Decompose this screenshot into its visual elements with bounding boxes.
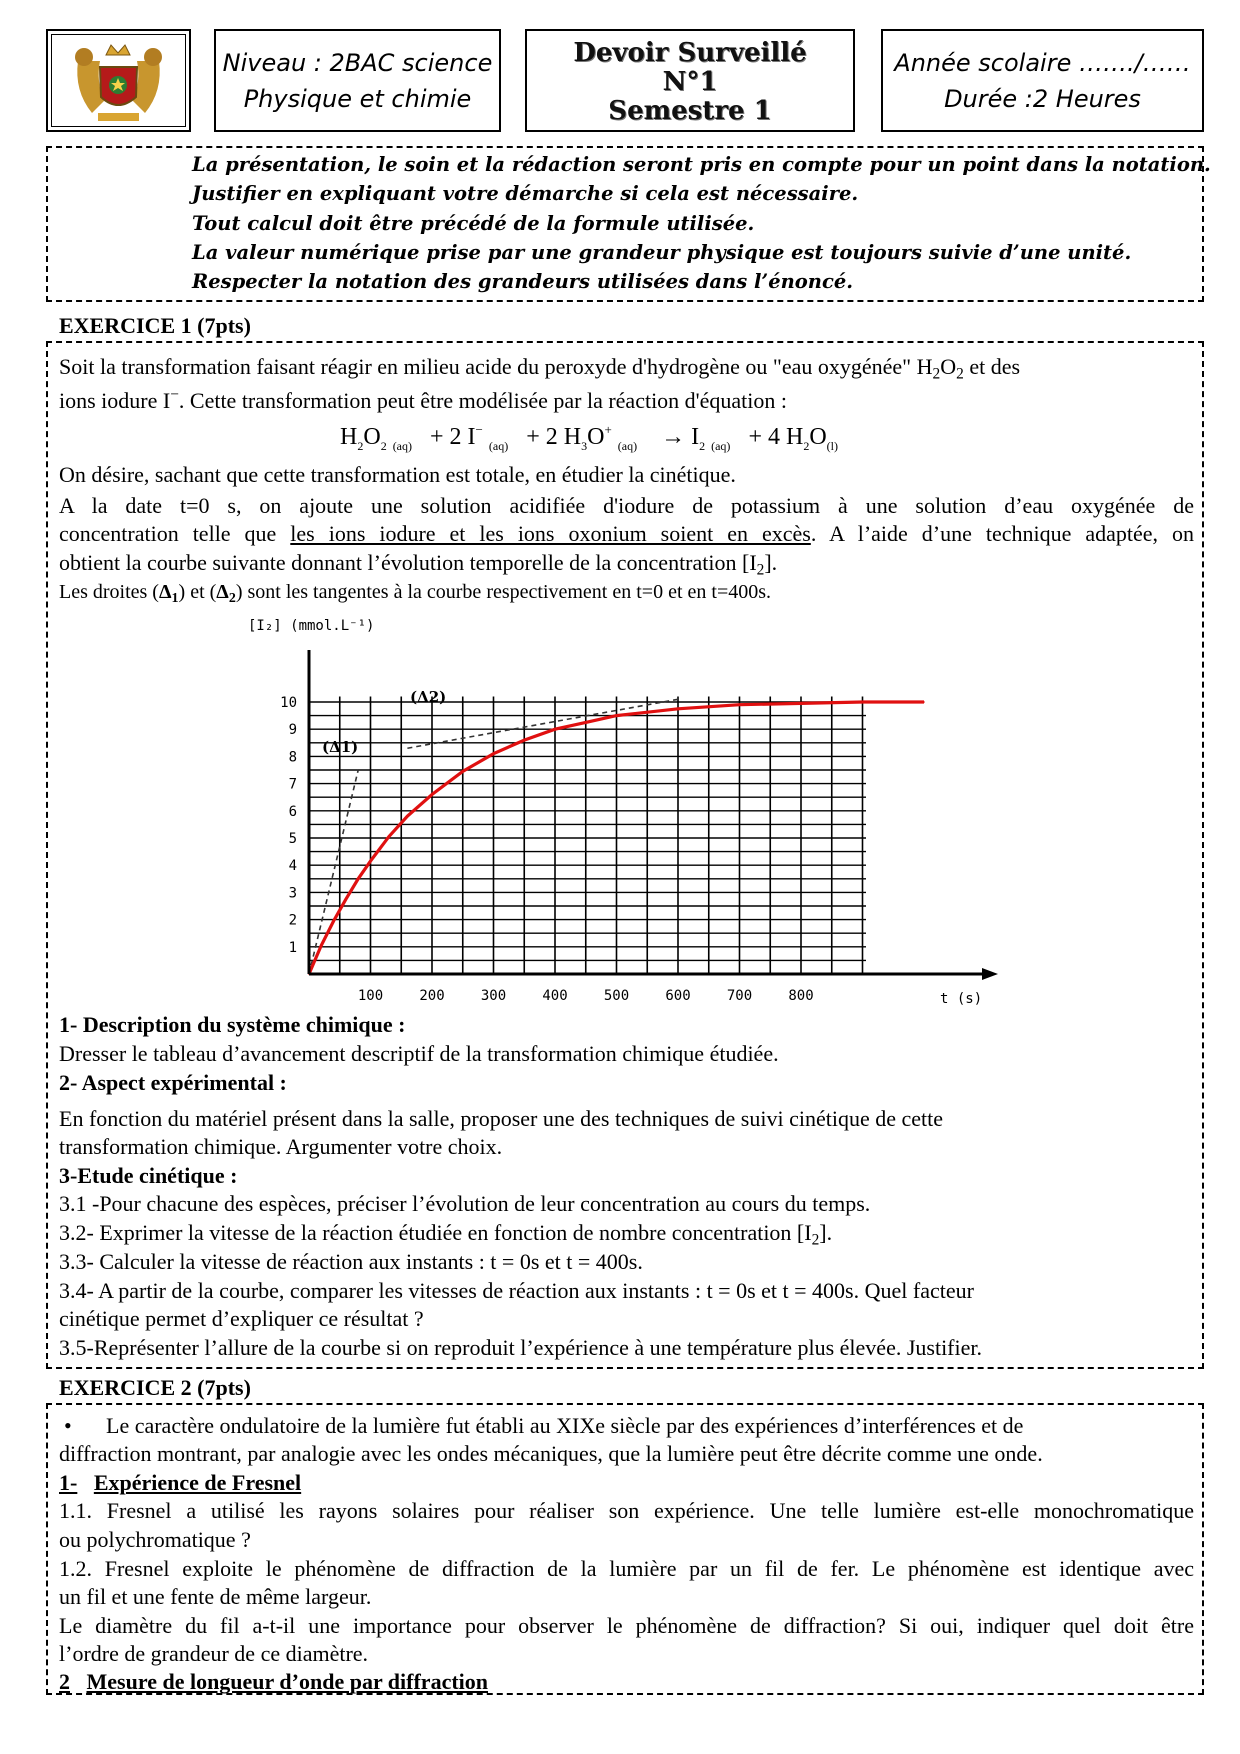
x-axis-label: t (s) xyxy=(940,991,983,1005)
x-tick-label: 500 xyxy=(603,988,630,1004)
q2-title: 2- Aspect expérimental : xyxy=(59,1070,287,1095)
x-tick-label: 200 xyxy=(419,988,445,1004)
data-point xyxy=(493,753,495,755)
ex2-q12-line-2: un fil et une fente de même largeur. xyxy=(59,1584,372,1609)
y-tick-label: 10 xyxy=(280,695,297,711)
y-tick-labels xyxy=(280,695,297,956)
q3-title: 3-Etude cinétique : xyxy=(59,1163,238,1188)
reaction-equation: $H_2O_2$ $_{(aq)}$ + 2 I− $_{(aq)}$ + 2 $H_3O^+$ $_{(aq)}$ → $I_2$ $_{(aq)}$ + 4 $H_2O_{(l)}$ xyxy=(340,422,838,453)
exercise-2-heading: EXERCICE 2 (7pts) xyxy=(59,1375,251,1400)
y-tick-label: 4 xyxy=(288,858,297,875)
ex1-date-line-2: concentration telle que les ions iodure et les ions oxonium soient en excès. A l’aide d’une technique adaptée, on xyxy=(59,521,1195,546)
ex2-intro-line-2: diffraction montrant, par analogie avec les ondes mécaniques, que la lumière peut être décrite comme une onde. xyxy=(59,1441,1043,1466)
title-line-1: Devoir Surveillé xyxy=(573,38,807,68)
title-line-3: Semestre 1 xyxy=(608,96,772,126)
data-point xyxy=(862,701,864,703)
tangent-line-2 xyxy=(407,699,678,748)
level-text: Niveau : 2BAC science xyxy=(222,49,493,77)
data-point xyxy=(677,708,679,710)
data-point xyxy=(585,722,587,724)
ex2-q12-line-4: l’ordre de grandeur de ce diamètre. xyxy=(59,1641,369,1666)
x-tick-label: 100 xyxy=(357,988,384,1004)
data-point xyxy=(616,715,618,717)
y-tick-label: 5 xyxy=(288,831,297,847)
ex2-intro-line-1: • Le caractère ondulatoire de la lumière fut établi au XIXe siècle par des expériences d’interférences et de xyxy=(59,1412,1194,1441)
data-point xyxy=(333,920,335,922)
tangent-2-label: (Δ2) xyxy=(410,688,447,706)
ex1-desire: On désire, sachant que cette transformation est totale, en étudier la cinétique. xyxy=(59,462,736,487)
ex2-q11-line-2: ou polychromatique ? xyxy=(59,1527,251,1552)
y-tick-label: 7 xyxy=(288,776,297,793)
ex1-date-line-3: obtient la courbe suivante donnant l’évolution temporelle de la concentration $[I_2]$. xyxy=(59,550,778,579)
concentration-time-chart xyxy=(240,610,1020,1005)
title-line-2: N°1 xyxy=(662,67,718,97)
rule-1: La présentation, le soin et la rédaction seront pris en compte pour un point dans la notation. xyxy=(192,153,1211,176)
tangent-1-label: (Δ1) xyxy=(322,738,359,756)
data-point xyxy=(523,739,525,741)
data-point xyxy=(923,701,925,703)
tangent-line-1 xyxy=(309,770,358,974)
x-tick-label: 600 xyxy=(665,988,691,1004)
rule-2: Justifier en expliquant votre démarche si cela est nécessaire. xyxy=(192,182,859,206)
data-point xyxy=(431,794,433,796)
kingdom-emblem-icon xyxy=(48,31,189,130)
y-tick-label: 9 xyxy=(288,722,297,739)
q1-text: Dresser le tableau d’avancement descriptif de la transformation chimique étudiée. xyxy=(59,1041,779,1066)
x-axis-arrow xyxy=(982,968,998,980)
q3-2: 3.2- Exprimer la vitesse de la réaction étudiée en fonction de nombre concentration $[I_2]$. xyxy=(59,1220,833,1249)
q3-3: 3.3- Calculer la vitesse de réaction aux instants : t = 0s et t = 400s. xyxy=(59,1249,643,1274)
data-point xyxy=(800,703,802,705)
y-tick-label: 3 xyxy=(288,885,297,902)
x-tick-labels xyxy=(358,988,814,1004)
data-point xyxy=(370,860,372,862)
rule-4: La valeur numérique prise par une grandeur physique est toujours suivie d’une unité. xyxy=(192,240,1132,264)
chart-grid-horizontal xyxy=(309,702,866,974)
x-tick-label: 300 xyxy=(480,988,507,1004)
instructions-list xyxy=(192,150,1211,296)
ex1-intro-line-1: Soit la transformation faisant réagir en milieu acide du peroxyde d'hydrogène ou "eau oxygénée" $H_2O_2$ et des xyxy=(59,354,1021,383)
emblem-box xyxy=(46,29,191,132)
level-box xyxy=(214,29,501,132)
rule-3: Tout calcul doit être précédé de la formule utilisée. xyxy=(192,211,755,235)
title-box xyxy=(525,29,855,132)
y-tick-label: 6 xyxy=(288,803,297,820)
x-tick-label: 800 xyxy=(788,988,814,1004)
y-tick-label: 8 xyxy=(288,749,297,766)
ex1-intro-line-2: ions iodure I−. Cette transformation peut être modélisée par la réaction d'équation : xyxy=(59,386,788,414)
data-point xyxy=(388,836,390,838)
exercise-1-heading: EXERCICE 1 (7pts) xyxy=(59,313,251,338)
data-point xyxy=(357,878,359,880)
bullet-icon: • xyxy=(64,1413,72,1438)
ex1-date-line-1: A la date t=0 s, on ajoute une solution acidifiée d'iodure de potassium à une solution d’eau oxygénée de xyxy=(59,493,1194,518)
school-year-text: Année scolaire ……./…… xyxy=(894,49,1191,77)
data-point xyxy=(739,704,741,706)
ex2-section-1-title: 1- Expérience de Fresnel xyxy=(59,1470,302,1495)
x-tick-label: 400 xyxy=(542,988,568,1004)
data-point xyxy=(554,728,556,730)
duration-text: Durée :2 Heures xyxy=(944,85,1141,113)
subject-text: Physique et chimie xyxy=(243,85,472,113)
data-point xyxy=(321,945,323,947)
data-point xyxy=(462,771,464,773)
rule-5: Respecter la notation des grandeurs utilisées dans l’énoncé. xyxy=(192,270,854,294)
q3-4-line-1: 3.4- A partir de la courbe, comparer les vitesses de réaction aux instants : t = 0s et t = 400s. Quel facteur xyxy=(59,1278,974,1303)
ex2-q11-line-1: 1.1. Fresnel a utilisé les rayons solaires pour réaliser son expérience. Une telle lumière est-elle monochromatique xyxy=(59,1498,1194,1523)
y-axis-label: [I₂] (mmol.L⁻¹) xyxy=(248,618,375,634)
ex1-tangents: Les droites $(\Delta_1)$ et $(\Delta_2)$ sont les tangentes à la courbe respectivement en t=0 et en t=400s. xyxy=(59,581,772,607)
q3-1: 3.1 -Pour chacune des espèces, préciser l’évolution de leur concentration au cours du temps. xyxy=(59,1191,871,1216)
x-tick-label: 700 xyxy=(726,988,753,1004)
q2-text-1: En fonction du matériel présent dans la salle, proposer une des techniques de suivi cinétique de cette xyxy=(59,1106,943,1131)
y-tick-label: 2 xyxy=(288,912,297,929)
data-point xyxy=(407,815,409,817)
data-point xyxy=(345,898,347,900)
ex2-q12-line-3: Le diamètre du fil a-t-il une importance pour observer le phénomène de diffraction? Si oui, indiquer quel doit être xyxy=(59,1613,1194,1638)
q3-5: 3.5-Représenter l’allure de la courbe si on reproduit l’expérience à une température plus élevée. Justifier. xyxy=(59,1335,983,1360)
q1-title: 1- Description du système chimique : xyxy=(59,1012,406,1037)
y-tick-label: 1 xyxy=(288,939,297,956)
q2-text-2: transformation chimique. Argumenter votre choix. xyxy=(59,1134,503,1159)
year-box xyxy=(881,29,1204,132)
ex2-q12-line-1: 1.2. Fresnel exploite le phénomène de diffraction de la lumière par un fil de fer. Le phénomène est identique avec xyxy=(59,1556,1194,1581)
q3-4-line-2: cinétique permet d’expliquer ce résultat ? xyxy=(59,1306,424,1331)
ex2-section-2-title: 2 Mesure de longueur d’onde par diffraction xyxy=(59,1669,489,1694)
